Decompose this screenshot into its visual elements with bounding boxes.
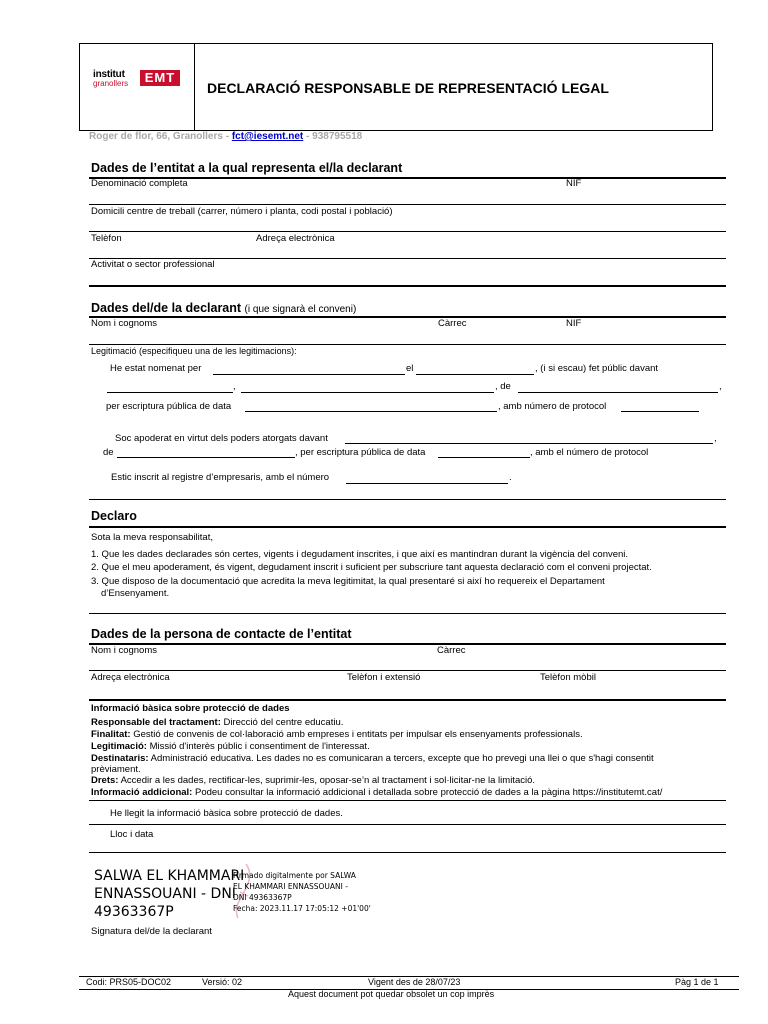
proteccio-destinataris: [91, 753, 654, 764]
carrec-label: Càrrec: [438, 318, 467, 329]
comma-2: ,: [719, 381, 722, 392]
apoderat-de-field[interactable]: [117, 457, 295, 458]
declaro-item-2: 2. Que el meu apoderament, és vigent, degudament inscrit i suficient per subscriure tant aquesta declaració com el conveni projectat.: [91, 562, 652, 573]
denominacio-field-line[interactable]: [89, 204, 726, 205]
entity-section-title: Dades de l’entitat a la qual representa el/la declarant: [91, 161, 403, 175]
nom-label: Nom i cognoms: [91, 318, 157, 329]
drets-label: Drets:: [91, 775, 119, 786]
declaro-top-rule: [89, 526, 726, 528]
escriptura-label-2: , per escriptura pública de data: [295, 447, 426, 458]
comma-1: ,: [233, 381, 236, 392]
de-label: , de: [495, 381, 511, 392]
institut-emt-logo: [93, 68, 181, 90]
header-divider: [194, 43, 195, 131]
contacte-telefon-label: Telèfon i extensió: [347, 672, 421, 683]
finalitat-text: Gestió de convenis de col·laboració amb empreses i entitats per impulsar els ensenyaments professionals.: [130, 729, 583, 740]
llegit-rule: [89, 824, 726, 825]
document-title: DECLARACIÓ RESPONSABLE DE REPRESENTACIÓ LEGAL: [207, 80, 609, 96]
period-1: .: [509, 472, 512, 483]
apoderat-davant-field[interactable]: [345, 443, 713, 444]
entity-nif-label: NIF: [566, 178, 582, 189]
signature-caption: Signatura del/de la declarant: [91, 926, 212, 937]
nomenat-el-field[interactable]: [416, 374, 534, 375]
denominacio-label: Denominació completa: [91, 178, 188, 189]
legitimacio-label: Legitimació (especifiqueu una de les legitimacions):: [91, 346, 297, 356]
signature-name-2: ENNASSOUANI - DNI: [94, 886, 236, 902]
legitimacio-text: Missió d'interès públic i consentiment de l'interessat.: [146, 741, 370, 752]
registre-numero-field[interactable]: [346, 483, 508, 484]
address-text: Roger de flor, 66, Granollers -: [89, 131, 232, 142]
nom-field-line[interactable]: [89, 344, 726, 345]
lloc-data-field-line[interactable]: [89, 852, 726, 853]
contacte-top-rule: [89, 643, 726, 645]
signature-meta-4: Fecha: 2023.11.17 17:05:12 +01'00': [233, 904, 371, 913]
declarant-top-rule: [89, 316, 726, 318]
contacte-carrec-label: Càrrec: [437, 645, 466, 656]
registre-label: Estic inscrit al registre d’empresaris, amb el número: [111, 472, 330, 483]
declaro-item-3-cont: d’Ensenyament.: [101, 588, 170, 599]
proteccio-legitimacio: [91, 741, 370, 752]
contacte-nom-label: Nom i cognoms: [91, 645, 157, 656]
domicili-field-line[interactable]: [89, 231, 726, 232]
entity-adreca-label: Adreça electrònica: [256, 233, 335, 244]
protocol-label-2: , amb el número de protocol: [530, 447, 649, 458]
footer-vigent: Vigent des de 28/07/23: [368, 977, 461, 987]
contacte-adreca-label: Adreça electrònica: [91, 672, 170, 683]
davant-field[interactable]: [107, 392, 233, 393]
llegit-text: He llegit la informació bàsica sobre protecció de dades.: [110, 808, 343, 819]
finalitat-label: Finalitat:: [91, 729, 131, 740]
activitat-field-line[interactable]: [89, 285, 726, 287]
footer-note: Aquest document pot quedar obsolet un cop imprès: [288, 989, 495, 999]
responsable-text: Direcció del centre educatiu.: [220, 717, 344, 728]
apoderat-data-field[interactable]: [438, 457, 530, 458]
de-field[interactable]: [518, 392, 718, 393]
proteccio-finalitat: [91, 729, 583, 740]
responsable-label: Responsable del tractament:: [91, 717, 221, 728]
proteccio-addicional: [91, 787, 662, 798]
logo-text-institut: institut: [93, 69, 125, 80]
proteccio-responsable: [91, 717, 343, 728]
signature-meta-3: DNI 49363367P: [233, 893, 292, 902]
declarant-title-text: Dades del/de la declarant: [91, 301, 242, 315]
declaro-bottom-rule: [89, 613, 726, 614]
declarant-bottom-rule: [89, 499, 726, 500]
signature-meta-2: EL KHAMMARI ENNASSOUANI -: [233, 882, 348, 891]
email-link[interactable]: fct@iesemt.net: [231, 131, 304, 142]
footer-versio: Versió: 02: [202, 977, 243, 987]
nomenat-label: He estat nomenat per: [110, 363, 202, 374]
el-label: el: [406, 363, 414, 374]
destinataris-label: Destinataris:: [91, 753, 149, 764]
escriptura-data-field[interactable]: [245, 411, 497, 412]
protocol-label: , amb número de protocol: [498, 401, 607, 412]
signature-name-3: 49363367P: [94, 904, 174, 920]
destinataris-cont: prèviament.: [91, 764, 141, 775]
nomenat-per-field[interactable]: [213, 374, 405, 375]
logo-badge-emt: EMT: [140, 70, 180, 86]
activitat-label: Activitat o sector professional: [91, 259, 215, 270]
legitimacio-bold-label: Legitimació:: [91, 741, 147, 752]
entity-telefon-label: Telèfon: [91, 233, 122, 244]
escriptura-label: per escriptura pública de data: [106, 401, 232, 412]
declaro-item-3: 3. Que disposo de la documentació que acredita la meva legitimitat, la qual presentaré si així ho requereix el Departament: [91, 576, 605, 587]
declaro-title: Declaro: [91, 509, 137, 523]
lloc-data-label: Lloc i data: [110, 829, 154, 840]
drets-text: Accedir a les dades, rectificar-les, suprimir-les, oposar-se’n al tractament i sol·licitar-ne la limitació.: [118, 775, 536, 786]
proteccio-title: Informació bàsica sobre protecció de dades: [91, 703, 290, 714]
declarant-title-note: (i que signarà el conveni): [244, 304, 357, 315]
protocol-field[interactable]: [621, 411, 699, 412]
apoderat-label: Soc apoderat en virtut dels poders atorgats davant: [115, 433, 328, 444]
comma-3: ,: [714, 433, 717, 444]
signature-name-1: SALWA EL KHAMMARI: [94, 868, 245, 884]
declarant-nif-label: NIF: [566, 318, 582, 329]
davant-field-2[interactable]: [241, 392, 494, 393]
domicili-label: Domicili centre de treball (carrer, número i planta, codi postal i població): [91, 206, 393, 217]
contact-line: [89, 131, 362, 142]
addicional-text: Podeu consultar la informació addicional i detallada sobre protecció de dades a la pàgina https://institutemt.cat/: [192, 787, 663, 798]
destinataris-text: Administració educativa. Les dades no es comunicaran a tercers, excepte que ho prevegi una llei o que s'hagi consentit: [148, 753, 654, 764]
proteccio-rule: [89, 800, 726, 801]
declaro-intro: Sota la meva responsabilitat,: [91, 532, 213, 543]
contacte-mobil-label: Telèfon mòbil: [540, 672, 596, 683]
footer-codi: Codi: PRS05-DOC02: [86, 977, 172, 987]
contacte-field-line[interactable]: [89, 699, 726, 701]
contacte-section-title: Dades de la persona de contacte de l’entitat: [91, 627, 352, 641]
footer-pagina: Pàg 1 de 1: [675, 977, 719, 987]
logo-text-granollers: granollers: [93, 79, 129, 88]
declarant-section-title: [91, 301, 356, 315]
signature-meta-1: Firmado digitalmente por SALWA: [233, 871, 356, 880]
declaro-item-1: 1. Que les dades declarades són certes, vigents i degudament inscrites, i que així es mantindran durant la vigència del conveni.: [91, 549, 629, 560]
proteccio-drets: [91, 775, 535, 786]
contacte-nom-field-line[interactable]: [89, 670, 726, 671]
addicional-label: Informació addicional:: [91, 787, 193, 798]
fet-public-label: , (i si escau) fet públic davant: [535, 363, 659, 374]
de-label-2: de: [103, 447, 114, 458]
phone-text: - 938795518: [303, 131, 363, 142]
